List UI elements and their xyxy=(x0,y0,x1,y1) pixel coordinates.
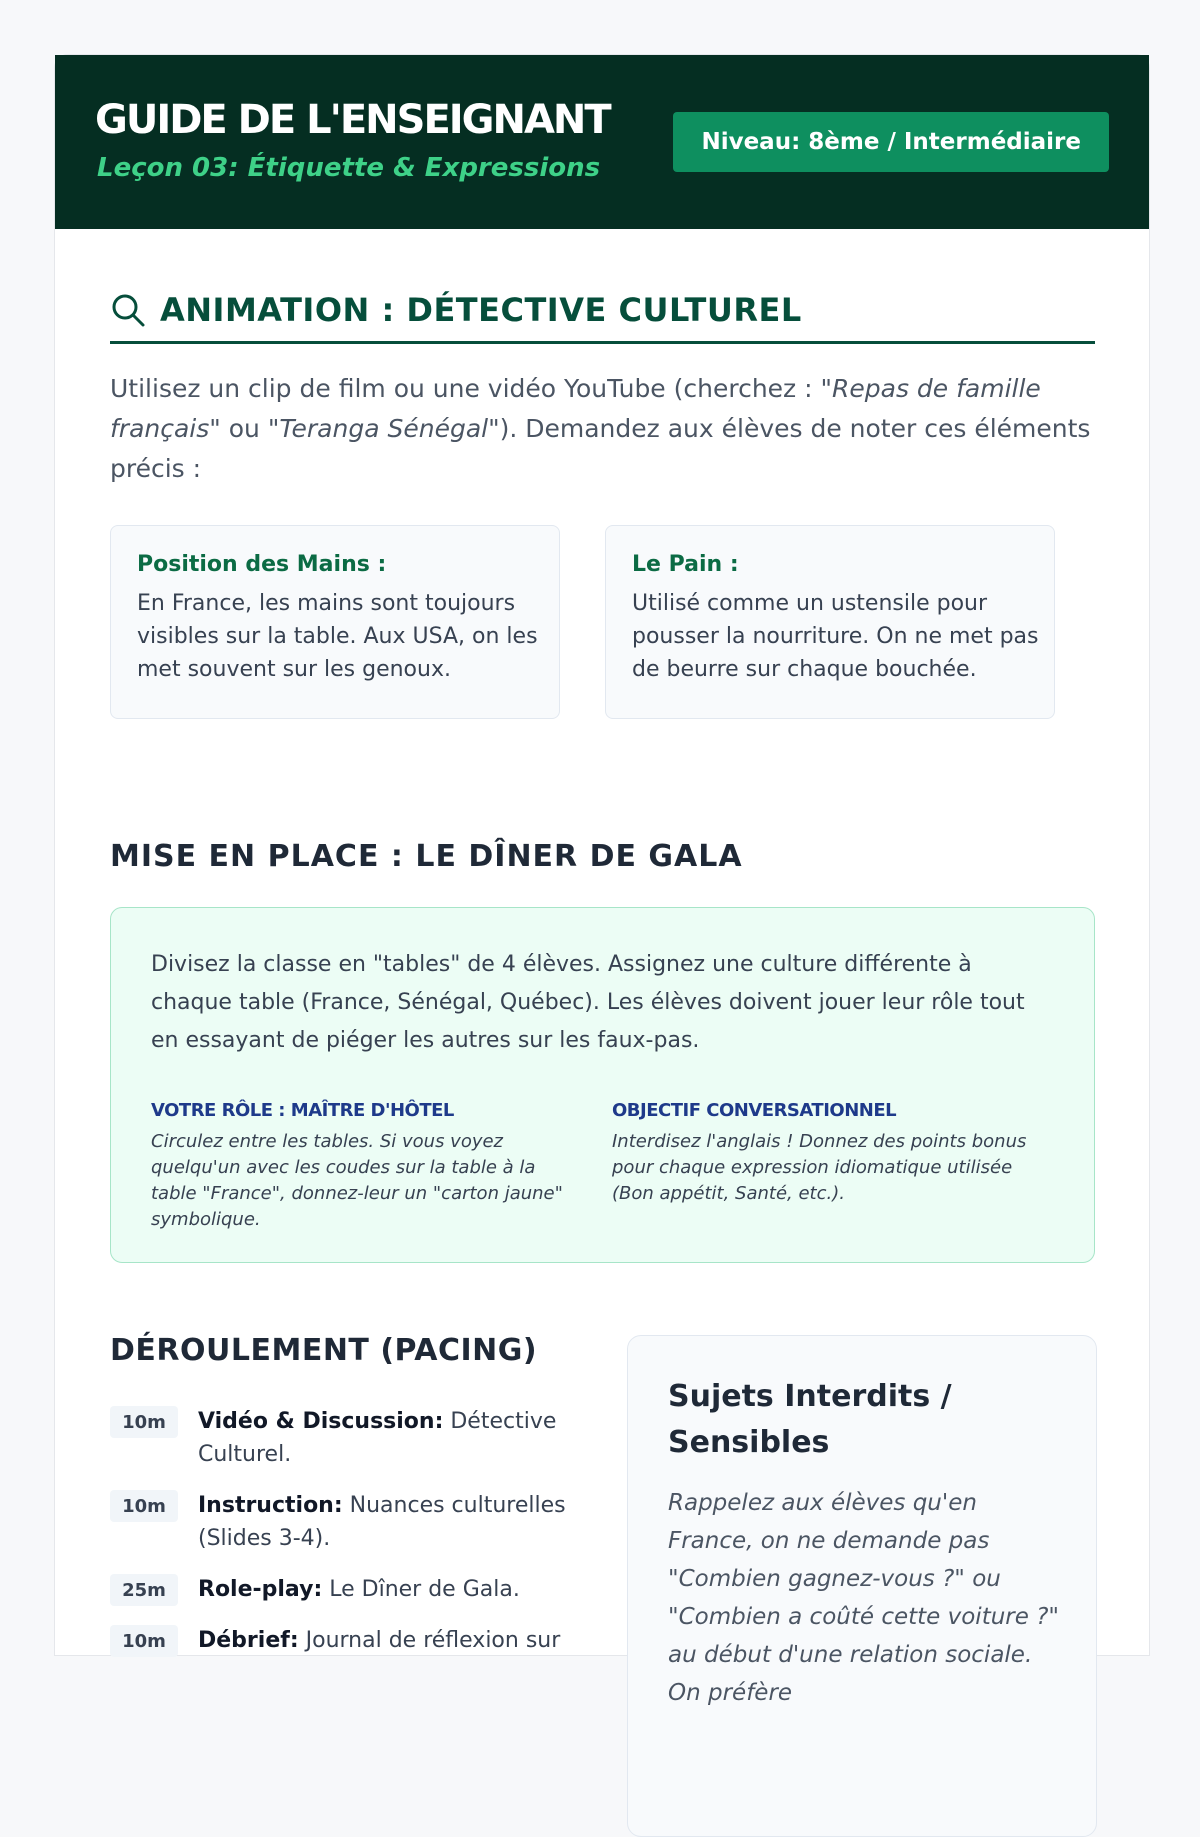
pacing-text: Détective Culturel. xyxy=(198,1409,557,1467)
time-badge: 10m xyxy=(110,1490,178,1522)
info-box-title: Position des Mains : xyxy=(137,552,387,577)
bread-box xyxy=(605,525,1055,719)
pacing-description xyxy=(198,1573,520,1606)
pacing-label: Vidéo & Discussion: xyxy=(198,1409,444,1434)
pacing-label: Débrief: xyxy=(198,1628,299,1653)
list-item xyxy=(110,1489,570,1555)
level-badge: Niveau: 8ème / Intermédiaire xyxy=(673,112,1109,172)
animation-title: ANIMATION : DÉTECTIVE CULTUREL xyxy=(160,291,802,329)
setup-box xyxy=(110,907,1095,1263)
pacing-description xyxy=(198,1624,560,1657)
animation-section-header xyxy=(110,279,1095,344)
pacing-title: DÉROULEMENT (PACING) xyxy=(110,1333,538,1368)
info-box-title: Le Pain : xyxy=(632,552,739,577)
lesson-subtitle: Leçon 03: Étiquette & Expressions xyxy=(97,153,601,183)
sensitive-topics-text: Rappelez aux élèves qu'en France, on ne demande pas "Combien gagnez-vous ?" ou "Combien a coûté cette voiture ?" au début d'une relation sociale. On préfère xyxy=(668,1490,1059,1706)
sensitive-topics-box xyxy=(627,1335,1097,1837)
setup-text: Divisez la classe en "tables" de 4 élèves. Assignez une culture différente à chaque table (France, Sénégal, Québec). Les élèves doivent jouer leur rôle tout en essayant de piéger les autres sur les faux-pas. xyxy=(151,952,1025,1053)
info-box-text: En France, les mains sont toujours visibles sur la table. Aux USA, on les met souvent sur les genoux. xyxy=(137,591,538,682)
intro-search-term-2: "Teranga Sénégal" xyxy=(267,414,500,443)
intro-text-3: ). Demandez aux élèves de noter ces éléments précis : xyxy=(110,414,1091,483)
hands-position-box xyxy=(110,525,560,719)
teacher-role xyxy=(151,1100,581,1233)
list-item xyxy=(110,1573,570,1606)
guide-card xyxy=(54,54,1150,1706)
setup-title: MISE EN PLACE : LE DÎNER DE GALA xyxy=(110,839,743,874)
info-box-text: Utilisé comme un ustensile pour pousser la nourriture. On ne met pas de beurre sur chaque bouchée. xyxy=(632,591,1039,682)
objective-title: OBJECTIF CONVERSATIONNEL xyxy=(612,1100,897,1121)
time-badge: 10m xyxy=(110,1625,178,1657)
list-item xyxy=(110,1405,570,1471)
guide-header xyxy=(55,55,1149,229)
pacing-list xyxy=(110,1405,570,1675)
search-icon xyxy=(110,292,146,328)
time-badge: 25m xyxy=(110,1574,178,1606)
pacing-text: Journal de réflexion sur xyxy=(298,1628,561,1653)
role-text: Circulez entre les tables. Si vous voyez quelqu'un avec les coudes sur la table à la table "France", donnez-leur un "carton jaune" symbolique. xyxy=(151,1131,563,1230)
role-title: VOTRE RÔLE : MAÎTRE D'HÔTEL xyxy=(151,1100,454,1121)
objective-text: Interdisez l'anglais ! Donnez des points bonus pour chaque expression idiomatique utilisée (Bon appétit, Santé, etc.). xyxy=(612,1131,1027,1204)
animation-intro xyxy=(110,369,1095,489)
pacing-label: Role-play: xyxy=(198,1577,323,1602)
sensitive-topics-title: Sujets Interdits / Sensibles xyxy=(668,1379,952,1460)
time-badge: 10m xyxy=(110,1406,178,1438)
pacing-text: Le Dîner de Gala. xyxy=(322,1577,520,1602)
intro-text-1: Utilisez un clip de film ou une vidéo YouTube (cherchez : xyxy=(110,374,821,403)
conversation-objective xyxy=(612,1100,1042,1207)
pacing-description xyxy=(198,1405,570,1471)
pacing-text: Nuances culturelles (Slides 3-4). xyxy=(198,1493,566,1551)
list-item xyxy=(110,1624,570,1657)
pacing-label: Instruction: xyxy=(198,1493,343,1518)
intro-text-2: ou xyxy=(220,414,268,443)
page-title: GUIDE DE L'ENSEIGNANT xyxy=(95,97,610,143)
pacing-description xyxy=(198,1489,570,1555)
intro-search-term-1: "Repas de famille français" xyxy=(110,374,1041,443)
